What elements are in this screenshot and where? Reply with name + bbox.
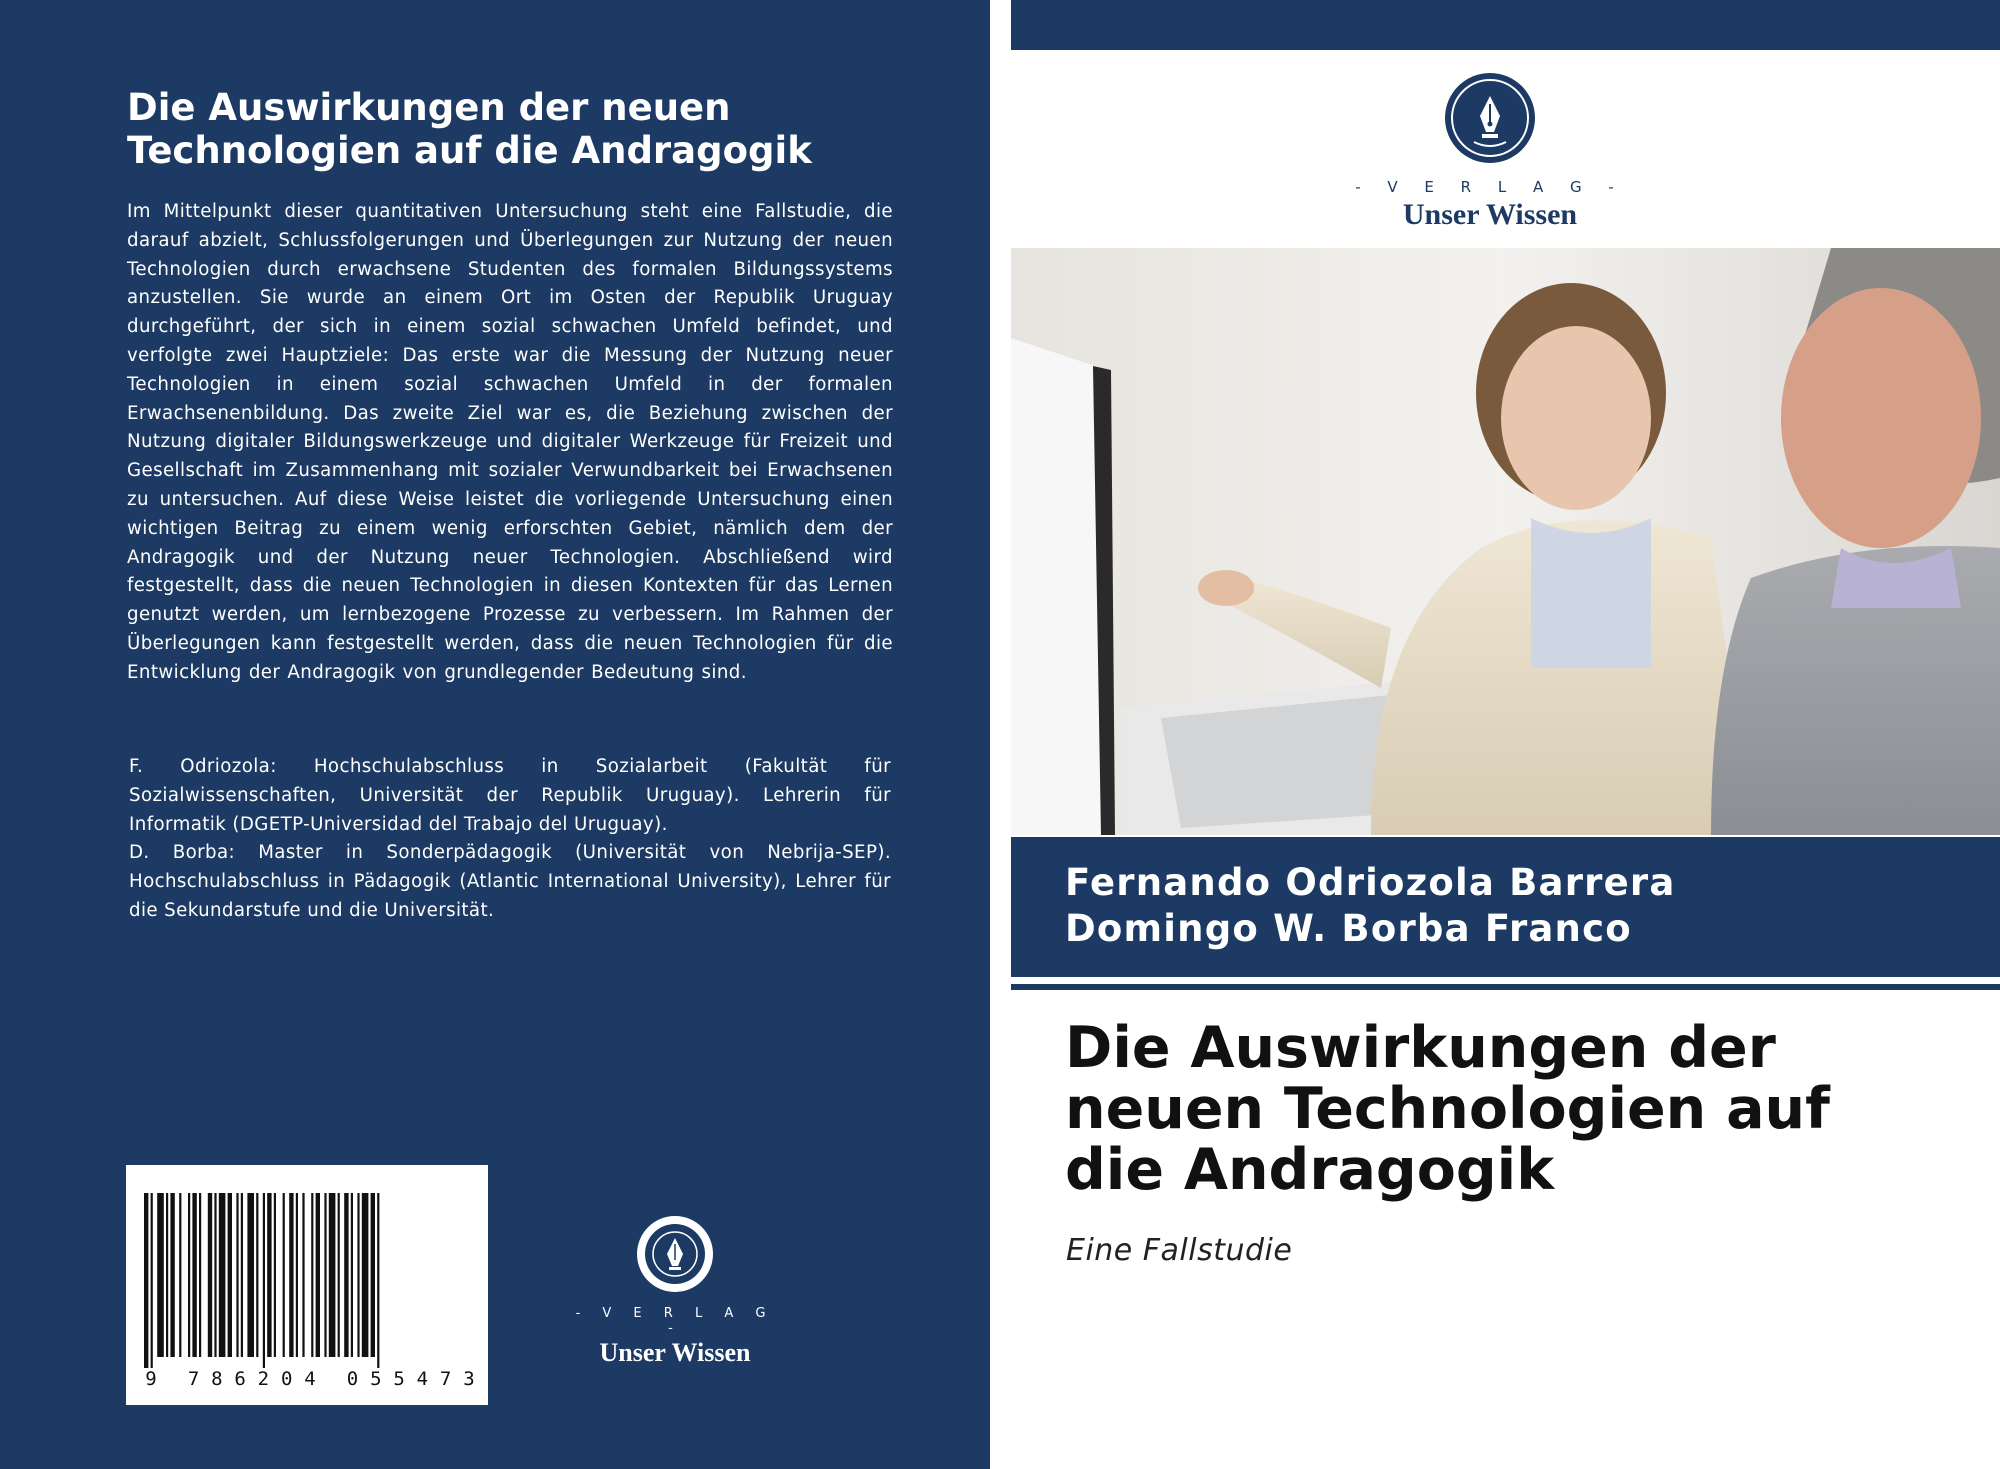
barcode-bar — [338, 1193, 340, 1357]
barcode-bar — [228, 1193, 232, 1357]
author-bio-borba: D. Borba: Master in Sonderpädagogik (Universität von Nebrija-SEP). Hochschulabschluss in Pädagogik (Atlantic International University), Lehrer für die Sekundarstufe und die Universität. — [129, 842, 891, 921]
logo-verlag-label: - V E R L A G - — [1355, 178, 1625, 196]
isbn-digit: 5 — [365, 1368, 387, 1390]
barcode-bar — [371, 1193, 375, 1357]
back-cover — [0, 0, 990, 1469]
isbn-digit: 8 — [206, 1368, 228, 1390]
front-cover — [990, 0, 2000, 1469]
barcode-bar — [329, 1193, 336, 1357]
top-band — [1011, 0, 2000, 50]
barcode-bar — [263, 1193, 265, 1373]
isbn-barcode — [126, 1165, 488, 1405]
barcode-bar — [144, 1193, 148, 1373]
barcode-bar — [192, 1193, 196, 1357]
logo-publisher-name: Unser Wissen — [599, 1338, 751, 1367]
back-blurb: Im Mittelpunkt dieser quantitativen Untersuchung steht eine Fallstudie, die darauf abzielt, Schlussfolgerungen und Überlegungen zur Nutzung der neuen Technologien durch erwachsene Studenten des formalen Bildungssystems anzustellen. Sie wurde an einem Ort im Osten der Republik Uruguay durchgeführt, der sich in einem sozial schwachen Umfeld befindet, und verfolgte zwei Hauptziele: Das erste war die Messung der Nutzung neuer Technologien in einem sozial schwachen Umfeld in der formalen Erwachsenenbildung. Das zweite Ziel war es, die Beziehung zwischen der Nutzung digitaler Bildungswerkzeuge und digitaler Werkzeuge für Freizeit und Gesellschaft im Zusammenhang mit sozialer Verwundbarkeit bei Erwachsenen zu untersuchen. Auf diese Weise leistet die vorliegende Untersuchung einen wichtigen Beitrag zu einem wenig erforschten Gebiet, nämlich dem der Andragogik und der Nutzung neuer Technologien. Abschließend wird festgestellt, dass die neuen Technologien in diesen Kontexten für das Lernen genutzt werden, um lernbezogene Prozesse zu verbessern. Im Rahmen der Überlegungen kann festgestellt werden, dass die neuen Technologien für die Entwicklung der Andragogik von grundlegender Bedeutung sind. — [127, 201, 893, 683]
isbn-digit: 7 — [435, 1368, 457, 1390]
barcode-bar — [199, 1193, 201, 1357]
barcode-bar — [362, 1193, 369, 1357]
author-bio-odriozola: F. Odriozola: Hochschulabschluss in Sozialarbeit (Fakultät für Sozialwissenschaften, Universität der Republik Uruguay). Lehrerin für Informatik (DGETP-Universidad del Trabajo del Uruguay). — [129, 756, 891, 835]
fountain-pen-seal-icon — [1444, 72, 1536, 164]
front-subtitle: Eine Fallstudie — [1066, 1233, 1293, 1268]
author-name-1: Fernando Odriozola Barrera — [1065, 861, 1676, 904]
barcode-bar — [344, 1193, 348, 1357]
front-title-line-2: neuen Technologien auf — [1065, 1076, 1830, 1142]
fountain-pen-seal-icon — [635, 1214, 715, 1294]
barcode-bar — [316, 1193, 320, 1357]
back-title-line-2: Technologien auf die Andragogik — [127, 129, 812, 172]
barcode-bar — [274, 1193, 276, 1357]
barcode-bar — [256, 1193, 258, 1357]
isbn-digit: 9 — [140, 1368, 162, 1390]
barcode-bar — [151, 1193, 153, 1373]
author-bios — [129, 753, 891, 926]
barcode-bar — [311, 1193, 313, 1357]
barcode-bar — [377, 1193, 379, 1373]
front-title-line-1: Die Auswirkungen der — [1065, 1015, 1776, 1081]
back-title — [127, 86, 907, 172]
isbn-digit: 4 — [411, 1368, 433, 1390]
barcode-bar — [283, 1193, 285, 1357]
logo-verlag-label: - V E R L A G - — [575, 1306, 775, 1336]
isbn-digit: 6 — [229, 1368, 251, 1390]
author-name-2: Domingo W. Borba Franco — [1065, 907, 1632, 950]
barcode-bar — [214, 1193, 216, 1357]
barcode-bar — [247, 1193, 254, 1357]
isbn-digit: 3 — [458, 1368, 480, 1390]
cover-photo-illustration — [1011, 248, 2000, 835]
barcode-bar — [188, 1193, 190, 1357]
barcode-bar — [324, 1193, 326, 1357]
isbn-digit: 0 — [276, 1368, 298, 1390]
isbn-digit: 0 — [342, 1368, 364, 1390]
barcode-bar — [241, 1193, 243, 1357]
author-band — [1011, 837, 2000, 977]
isbn-digit: 7 — [183, 1368, 205, 1390]
barcode-bar — [157, 1193, 164, 1357]
logo-publisher-name: Unser Wissen — [1402, 198, 1578, 231]
barcode-bars — [144, 1193, 470, 1373]
isbn-digit: 2 — [252, 1368, 274, 1390]
barcode-bar — [302, 1193, 304, 1357]
barcode-bar — [357, 1193, 359, 1357]
barcode-bar — [219, 1193, 226, 1357]
publisher-logo-back — [575, 1214, 775, 1368]
front-title-line-3: die Andragogik — [1065, 1137, 1555, 1203]
isbn-digits — [140, 1368, 480, 1390]
isbn-digit: 5 — [388, 1368, 410, 1390]
barcode-bar — [236, 1193, 238, 1357]
front-title — [1065, 1015, 1965, 1203]
barcode-bar — [267, 1193, 271, 1357]
barcode-bar — [166, 1193, 168, 1357]
barcode-bar — [289, 1193, 293, 1357]
barcode-bar — [208, 1193, 212, 1357]
back-title-line-1: Die Auswirkungen der neuen — [127, 86, 731, 129]
cover-photo — [1011, 248, 2000, 835]
publisher-logo-front — [1290, 72, 1690, 232]
barcode-bar — [170, 1193, 174, 1357]
barcode-bar — [179, 1193, 181, 1357]
barcode-bar — [296, 1193, 298, 1357]
divider-rule — [1011, 984, 2000, 990]
isbn-digit: 4 — [299, 1368, 321, 1390]
barcode-bar — [351, 1193, 353, 1357]
